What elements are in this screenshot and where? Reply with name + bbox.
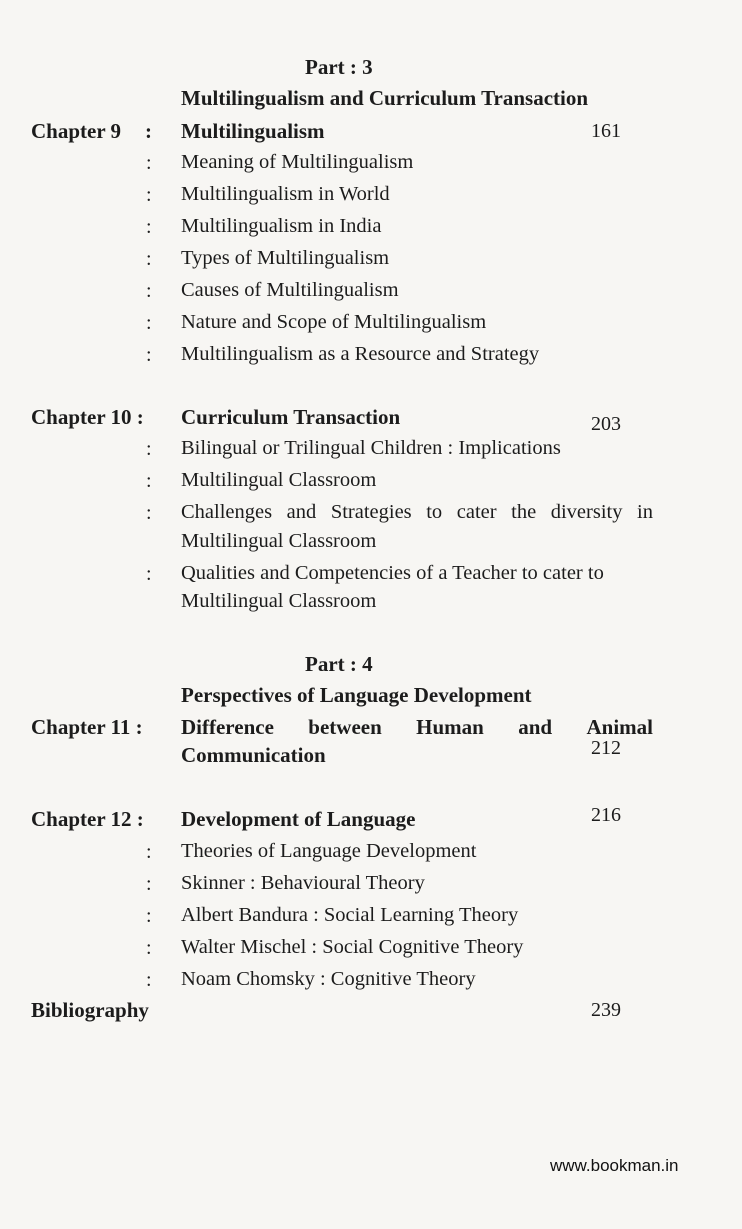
bullet-colon: : (146, 312, 152, 334)
bibliography-label: Bibliography (31, 998, 149, 1022)
ch9-item: Types of Multilingualism (181, 247, 390, 269)
chapter-11-page: 212 (591, 737, 621, 759)
ch12-item: Walter Mischel : Social Cognitive Theory (181, 936, 524, 958)
chapter-11-title-line2: Communication (181, 743, 326, 767)
ch9-item: Causes of Multilingualism (181, 279, 399, 301)
bullet-colon: : (146, 563, 152, 585)
chapter-9-page: 161 (591, 120, 621, 142)
chapter-12-page: 216 (591, 804, 621, 826)
bullet-colon: : (146, 873, 152, 895)
bullet-colon: : (146, 280, 152, 302)
part-4-subtitle: Perspectives of Language Development (181, 683, 532, 707)
ch12-item: Albert Bandura : Social Learning Theory (181, 904, 519, 926)
ch10-item: Multilingual Classroom (181, 469, 377, 491)
part-3-heading: Part : 3 (305, 55, 373, 79)
chapter-9-title: Multilingualism (181, 119, 325, 143)
bullet-colon: : (146, 344, 152, 366)
chapter-10-page: 203 (591, 413, 621, 435)
bullet-colon: : (146, 184, 152, 206)
ch10-item: Challenges and Strategies to cater the diversity in (181, 501, 653, 523)
bullet-colon: : (146, 438, 152, 460)
ch9-item: Meaning of Multilingualism (181, 151, 414, 173)
bullet-colon: : (146, 248, 152, 270)
chapter-10-title: Curriculum Transaction (181, 405, 401, 429)
part-4-heading: Part : 4 (305, 652, 373, 676)
bullet-colon: : (146, 502, 152, 524)
bullet-colon: : (146, 152, 152, 174)
bullet-colon: : (146, 969, 152, 991)
chapter-11-title-word: Animal (586, 715, 653, 739)
chapter-11-title-word: between (308, 715, 382, 739)
chapter-11-label: Chapter 11 : (31, 715, 143, 739)
bullet-colon: : (146, 937, 152, 959)
bullet-colon: : (146, 216, 152, 238)
ch9-item: Multilingualism in World (181, 183, 390, 205)
bullet-colon: : (146, 470, 152, 492)
chapter-11-title-word: Difference (181, 715, 274, 739)
footer-website[interactable]: www.bookman.in (550, 1156, 679, 1175)
part-3-subtitle: Multilingualism and Curriculum Transaction (181, 86, 589, 110)
ch10-item: Qualities and Competencies of a Teacher to cater to (181, 562, 604, 584)
chapter-9-label: Chapter 9 (31, 119, 122, 143)
bullet-colon: : (146, 905, 152, 927)
chapter-12-title: Development of Language (181, 807, 416, 831)
bullet-colon: : (146, 841, 152, 863)
chapter-11-title-line1 (181, 717, 653, 738)
bibliography-page: 239 (591, 999, 621, 1021)
chapter-11-title-word: and (518, 715, 553, 739)
ch12-item: Skinner : Behavioural Theory (181, 872, 425, 894)
ch10-item: Bilingual or Trilingual Children : Implications (181, 437, 561, 459)
chapter-12-label: Chapter 12 : (31, 807, 144, 831)
chapter-11-title-word: Human (416, 715, 484, 739)
ch12-item: Theories of Language Development (181, 840, 477, 862)
chapter-10-label: Chapter 10 : (31, 405, 144, 429)
ch9-item: Multilingualism in India (181, 215, 382, 237)
ch9-item: Nature and Scope of Multilingualism (181, 311, 487, 333)
ch10-item-continued: Multilingual Classroom (181, 590, 377, 612)
ch10-item-continued: Multilingual Classroom (181, 530, 377, 552)
chapter-9-separator: : (145, 119, 152, 143)
ch12-item: Noam Chomsky : Cognitive Theory (181, 968, 476, 990)
ch9-item: Multilingualism as a Resource and Strategy (181, 343, 540, 365)
